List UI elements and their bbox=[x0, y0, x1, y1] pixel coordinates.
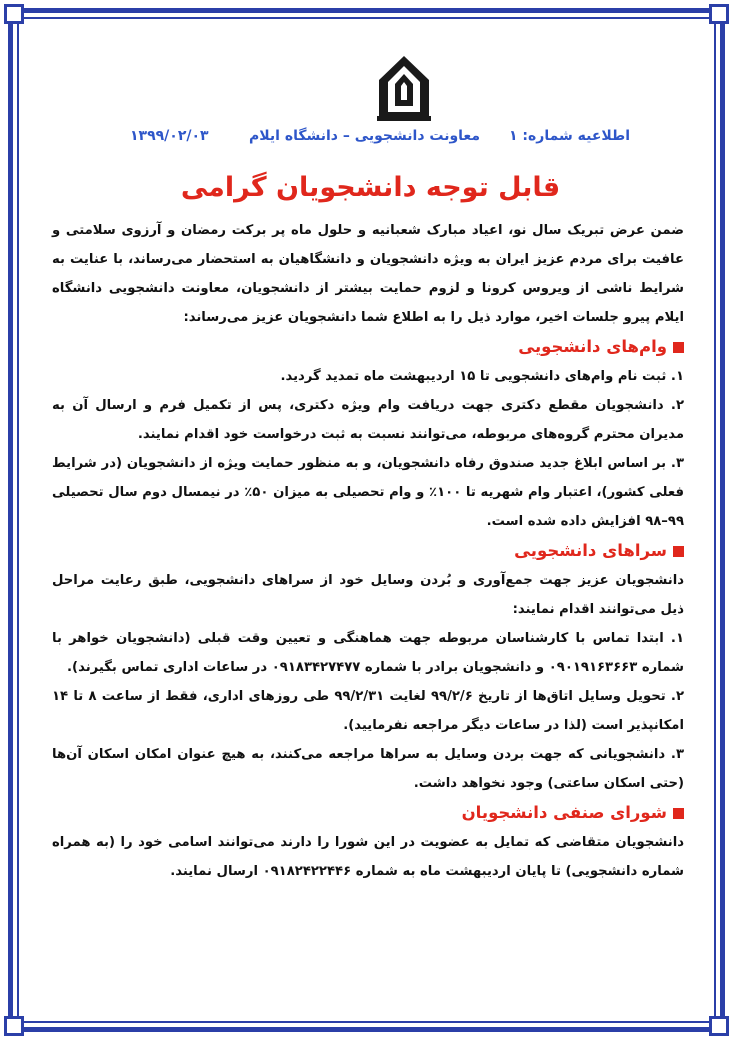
section-intro: دانشجویان متقاضی که تمایل به عضویت در این شورا را دارند می‌توانند اسامی خود را (به همراه شماره دانشجویی) تا پایان اردیبهشت ماه به شماره ۰۹۱۸۲۴۲۲۴۴۶ ارسال نمایند. bbox=[52, 835, 684, 879]
bullet-square-icon bbox=[673, 546, 684, 557]
notice-date: ۱۳۹۹/۰۲/۰۳ bbox=[130, 128, 209, 144]
section-intro: دانشجویان عزیز جهت جمع‌آوری و بُردن وسایل خود از سراهای دانشجویی، طبق رعایت مراحل ذیل می‌توانند اقدام نمایند: bbox=[52, 573, 684, 617]
list-item: ۲. دانشجویان مقطع دکتری جهت دریافت وام ویژه دکتری، پس از تکمیل فرم و ارسال آن به مدیران محترم گروه‌های مربوطه، می‌توانند نسبت به ثبت درخواست خود اقدام نمایند. bbox=[52, 398, 684, 442]
list-item: ۱. ثبت نام وام‌های دانشجویی تا ۱۵ اردیبهشت ماه تمدید گردید. bbox=[280, 369, 684, 384]
corner-ornament bbox=[4, 4, 24, 24]
notice-body bbox=[52, 216, 684, 886]
list-item: ۳. بر اساس ابلاغ جدید صندوق رفاه دانشجویان، و به منظور حمایت ویژه از دانشجویان (در شرایط فعلی کشور)، اعتبار وام شهریه تا ۱۰۰٪ و وام تحصیلی به میزان ۵۰٪ در نیمسال دوم سال تحصیلی ۹۹–۹۸ افزایش داده شده است. bbox=[52, 456, 685, 529]
university-logo-icon bbox=[373, 54, 435, 122]
section-heading-dorms: سراهای دانشجویی bbox=[52, 536, 684, 566]
header-line bbox=[130, 128, 630, 152]
list-item: ۱. ابتدا تماس با کارشناسان مربوطه جهت هماهنگی و تعیین وقت قبلی (دانشجویان خواهر با شماره ۰۹۰۱۹۱۶۳۶۶۳ و دانشجویان برادر با شماره ۰۹۱۸۳۴۲۷۴۷۷ در ساعات اداری تماس بگیرند). bbox=[52, 631, 684, 675]
section-heading-loans: وام‌های دانشجویی bbox=[52, 332, 684, 362]
page-title: قابل توجه دانشجویان گرامی bbox=[180, 172, 561, 203]
section-heading-council: شورای صنفی دانشجویان bbox=[52, 798, 684, 828]
list-item: ۲. تحویل وسایل اتاق‌ها از تاریخ ۹۹/۲/۶ لغایت ۹۹/۲/۳۱ طی روزهای اداری، فقط از ساعت ۸ تا ۱۴ امکانپذیر است (لذا در ساعات دیگر مراجعه نفرمایید). bbox=[52, 689, 684, 733]
list-item: ۳. دانشجویانی که جهت بردن وسایل به سراها مراجعه می‌کنند، به هیچ عنوان امکان اسکان آن‌ها (حتی اسکان ساعتی) وجود نخواهد داشت. bbox=[52, 747, 684, 791]
bullet-square-icon bbox=[673, 808, 684, 819]
department-name: معاونت دانشجویی – دانشگاه ایلام bbox=[249, 128, 480, 144]
intro-paragraph: ضمن عرض تبریک سال نو، اعیاد مبارک شعبانیه و حلول ماه پر برکت رمضان و آرزوی سلامتی و عافیت برای مردم عزیز ایران به ویژه دانشجویان و دانشگاهیان به استحضار می‌رساند، با عنایت به شرایط ناشی از ویروس کرونا و لزوم حمایت بیشتر از دانشجویان، معاونت دانشجویی دانشگاه ایلام پیرو جلسات اخیر، موارد ذیل را به اطلاع شما دانشجویان عزیز می‌رساند: bbox=[52, 223, 684, 325]
notice-number: اطلاعیه شماره: ۱ bbox=[508, 128, 630, 144]
bullet-square-icon bbox=[673, 342, 684, 353]
corner-ornament bbox=[709, 1016, 729, 1036]
corner-ornament bbox=[4, 1016, 24, 1036]
corner-ornament bbox=[709, 4, 729, 24]
